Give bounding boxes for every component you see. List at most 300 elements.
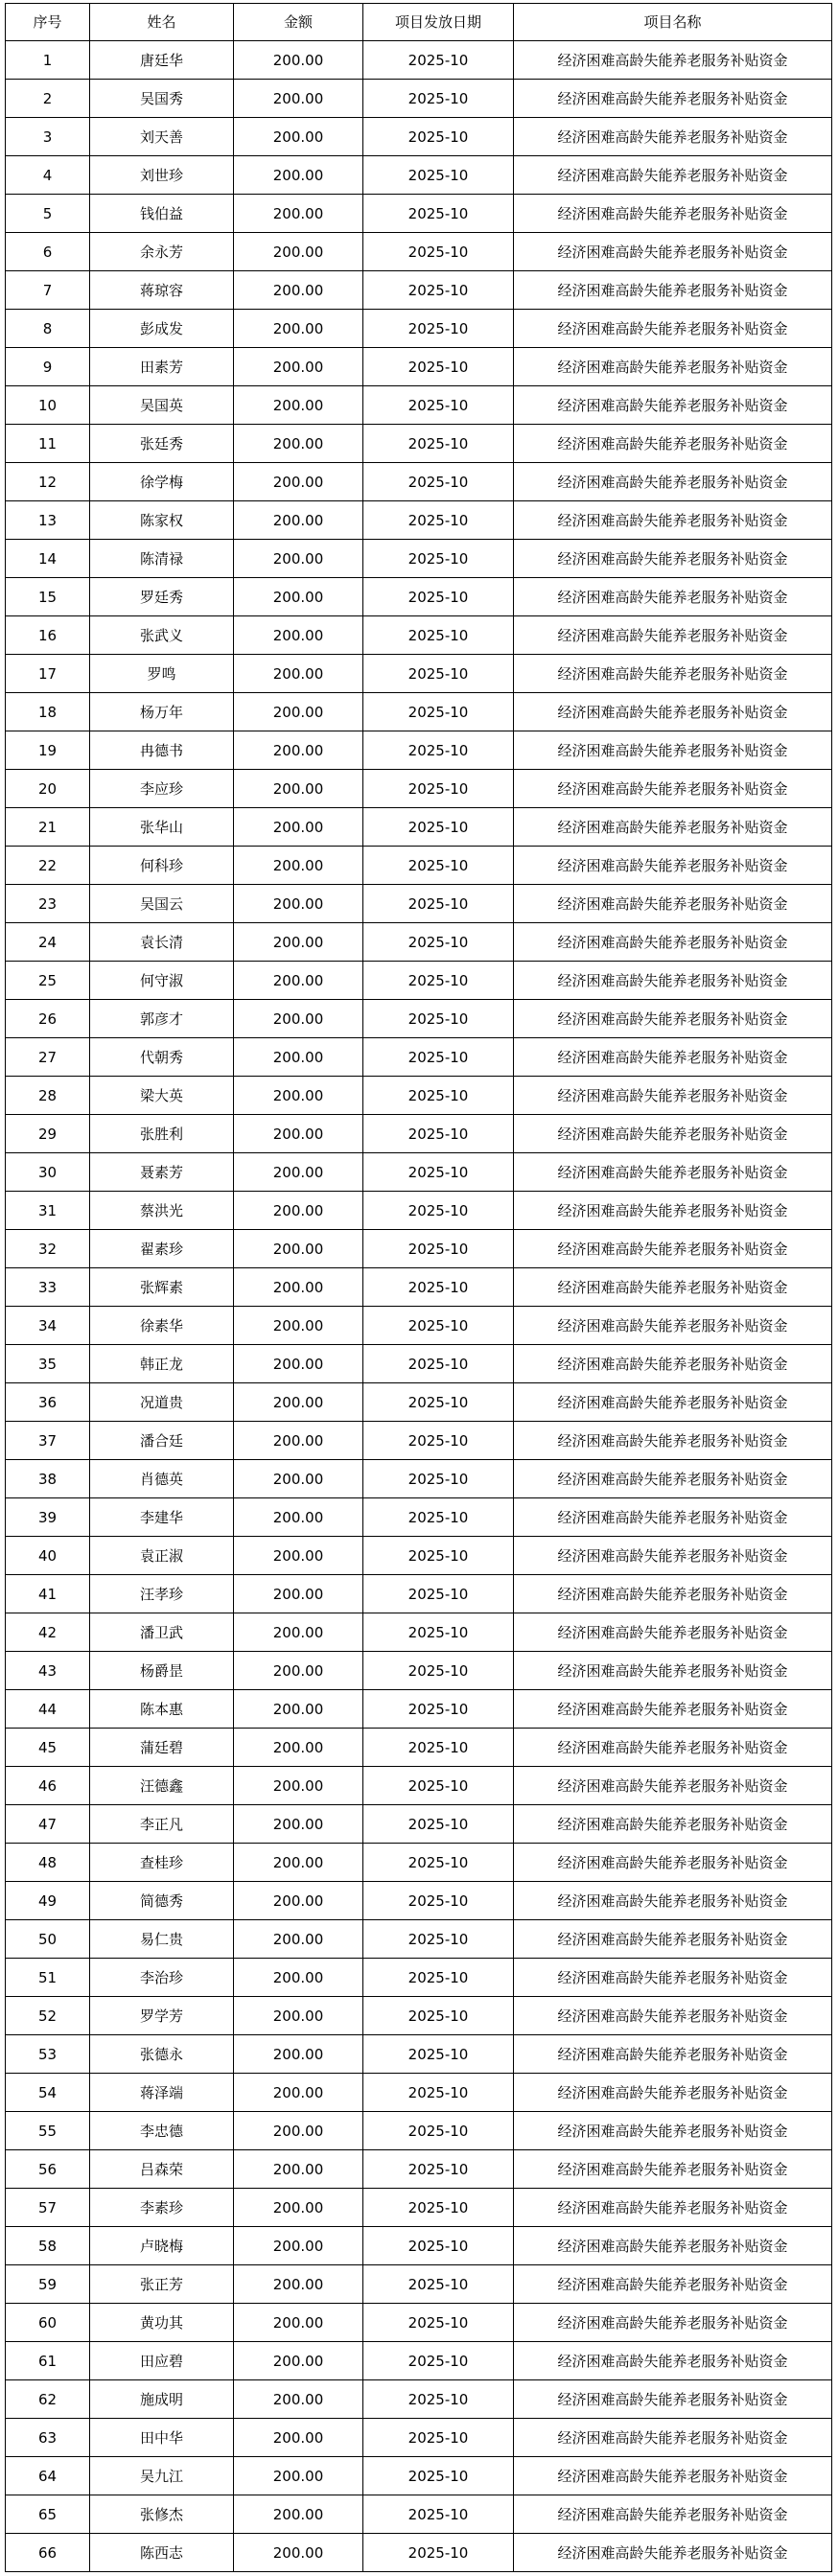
cell-name: 何守淑 xyxy=(90,962,234,1000)
cell-amount: 200.00 xyxy=(234,1997,363,2035)
cell-amount: 200.00 xyxy=(234,1345,363,1383)
cell-index: 49 xyxy=(6,1882,90,1920)
table-row xyxy=(6,578,832,616)
table-row xyxy=(6,2265,832,2304)
cell-amount: 200.00 xyxy=(234,1038,363,1077)
cell-project-name: 经济困难高龄失能养老服务补贴资金 xyxy=(514,41,832,80)
cell-project-name: 经济困难高龄失能养老服务补贴资金 xyxy=(514,1882,832,1920)
cell-amount: 200.00 xyxy=(234,770,363,808)
cell-issue-date: 2025-10 xyxy=(363,2419,514,2457)
cell-amount: 200.00 xyxy=(234,348,363,386)
cell-index: 56 xyxy=(6,2150,90,2189)
cell-issue-date: 2025-10 xyxy=(363,2150,514,2189)
cell-index: 28 xyxy=(6,1077,90,1115)
cell-amount: 200.00 xyxy=(234,578,363,616)
cell-name: 易仁贵 xyxy=(90,1920,234,1959)
cell-name: 蒋泽端 xyxy=(90,2074,234,2112)
cell-project-name: 经济困难高龄失能养老服务补贴资金 xyxy=(514,1460,832,1498)
cell-issue-date: 2025-10 xyxy=(363,41,514,80)
table-row xyxy=(6,1652,832,1690)
cell-name: 陈西志 xyxy=(90,2534,234,2572)
cell-amount: 200.00 xyxy=(234,2342,363,2380)
cell-project-name: 经济困难高龄失能养老服务补贴资金 xyxy=(514,540,832,578)
table-row xyxy=(6,1498,832,1537)
header-name: 姓名 xyxy=(90,4,234,41)
cell-index: 32 xyxy=(6,1230,90,1268)
cell-project-name: 经济困难高龄失能养老服务补贴资金 xyxy=(514,1537,832,1575)
cell-index: 42 xyxy=(6,1613,90,1652)
cell-project-name: 经济困难高龄失能养老服务补贴资金 xyxy=(514,2419,832,2457)
cell-index: 52 xyxy=(6,1997,90,2035)
cell-issue-date: 2025-10 xyxy=(363,540,514,578)
table-row xyxy=(6,2189,832,2227)
cell-project-name: 经济困难高龄失能养老服务补贴资金 xyxy=(514,2074,832,2112)
cell-index: 38 xyxy=(6,1460,90,1498)
cell-project-name: 经济困难高龄失能养老服务补贴资金 xyxy=(514,1000,832,1038)
cell-index: 34 xyxy=(6,1307,90,1345)
cell-index: 17 xyxy=(6,655,90,693)
cell-index: 45 xyxy=(6,1729,90,1767)
cell-issue-date: 2025-10 xyxy=(363,1000,514,1038)
cell-index: 58 xyxy=(6,2227,90,2265)
table-row xyxy=(6,1383,832,1422)
cell-project-name: 经济困难高龄失能养老服务补贴资金 xyxy=(514,1575,832,1613)
cell-issue-date: 2025-10 xyxy=(363,770,514,808)
cell-project-name: 经济困难高龄失能养老服务补贴资金 xyxy=(514,1345,832,1383)
cell-project-name: 经济困难高龄失能养老服务补贴资金 xyxy=(514,2112,832,2150)
cell-name: 卢晓梅 xyxy=(90,2227,234,2265)
cell-project-name: 经济困难高龄失能养老服务补贴资金 xyxy=(514,1307,832,1345)
cell-index: 44 xyxy=(6,1690,90,1729)
cell-amount: 200.00 xyxy=(234,2189,363,2227)
cell-issue-date: 2025-10 xyxy=(363,1498,514,1537)
cell-index: 13 xyxy=(6,501,90,540)
cell-index: 48 xyxy=(6,1844,90,1882)
table-row xyxy=(6,693,832,731)
cell-issue-date: 2025-10 xyxy=(363,233,514,271)
cell-index: 6 xyxy=(6,233,90,271)
cell-amount: 200.00 xyxy=(234,1575,363,1613)
cell-issue-date: 2025-10 xyxy=(363,1422,514,1460)
cell-project-name: 经济困难高龄失能养老服务补贴资金 xyxy=(514,348,832,386)
cell-issue-date: 2025-10 xyxy=(363,1805,514,1844)
cell-index: 61 xyxy=(6,2342,90,2380)
table-row xyxy=(6,2304,832,2342)
cell-project-name: 经济困难高龄失能养老服务补贴资金 xyxy=(514,693,832,731)
table-row xyxy=(6,80,832,118)
cell-amount: 200.00 xyxy=(234,463,363,501)
cell-issue-date: 2025-10 xyxy=(363,1882,514,1920)
cell-index: 35 xyxy=(6,1345,90,1383)
cell-issue-date: 2025-10 xyxy=(363,1690,514,1729)
cell-name: 吴国英 xyxy=(90,386,234,425)
cell-index: 53 xyxy=(6,2035,90,2074)
cell-name: 翟素珍 xyxy=(90,1230,234,1268)
table-row xyxy=(6,808,832,847)
cell-project-name: 经济困难高龄失能养老服务补贴资金 xyxy=(514,655,832,693)
cell-name: 张华山 xyxy=(90,808,234,847)
cell-index: 31 xyxy=(6,1192,90,1230)
cell-name: 蒲廷碧 xyxy=(90,1729,234,1767)
cell-index: 1 xyxy=(6,41,90,80)
cell-name: 张正芳 xyxy=(90,2265,234,2304)
cell-name: 陈清禄 xyxy=(90,540,234,578)
cell-index: 10 xyxy=(6,386,90,425)
cell-project-name: 经济困难高龄失能养老服务补贴资金 xyxy=(514,770,832,808)
cell-project-name: 经济困难高龄失能养老服务补贴资金 xyxy=(514,501,832,540)
cell-name: 田中华 xyxy=(90,2419,234,2457)
cell-project-name: 经济困难高龄失能养老服务补贴资金 xyxy=(514,156,832,195)
table-row xyxy=(6,348,832,386)
table-row xyxy=(6,2380,832,2419)
table-row xyxy=(6,1077,832,1115)
cell-issue-date: 2025-10 xyxy=(363,1920,514,1959)
cell-index: 15 xyxy=(6,578,90,616)
cell-name: 徐素华 xyxy=(90,1307,234,1345)
cell-amount: 200.00 xyxy=(234,1153,363,1192)
cell-name: 李应珍 xyxy=(90,770,234,808)
cell-amount: 200.00 xyxy=(234,1652,363,1690)
cell-project-name: 经济困难高龄失能养老服务补贴资金 xyxy=(514,2035,832,2074)
cell-amount: 200.00 xyxy=(234,1307,363,1345)
cell-name: 何科珍 xyxy=(90,847,234,885)
table-row xyxy=(6,1268,832,1307)
cell-name: 张胜利 xyxy=(90,1115,234,1153)
header-amount: 金额 xyxy=(234,4,363,41)
cell-name: 杨万年 xyxy=(90,693,234,731)
table-row xyxy=(6,1345,832,1383)
cell-name: 唐廷华 xyxy=(90,41,234,80)
table-row xyxy=(6,2534,832,2572)
cell-issue-date: 2025-10 xyxy=(363,923,514,962)
cell-name: 张修杰 xyxy=(90,2495,234,2534)
table-row xyxy=(6,1959,832,1997)
cell-issue-date: 2025-10 xyxy=(363,1767,514,1805)
table-row xyxy=(6,2457,832,2495)
cell-project-name: 经济困难高龄失能养老服务补贴资金 xyxy=(514,847,832,885)
cell-project-name: 经济困难高龄失能养老服务补贴资金 xyxy=(514,1192,832,1230)
cell-issue-date: 2025-10 xyxy=(363,1959,514,1997)
cell-issue-date: 2025-10 xyxy=(363,1844,514,1882)
cell-name: 李建华 xyxy=(90,1498,234,1537)
table-row xyxy=(6,770,832,808)
table-row xyxy=(6,655,832,693)
table-row xyxy=(6,1000,832,1038)
cell-project-name: 经济困难高龄失能养老服务补贴资金 xyxy=(514,1268,832,1307)
cell-project-name: 经济困难高龄失能养老服务补贴资金 xyxy=(514,923,832,962)
cell-index: 20 xyxy=(6,770,90,808)
cell-name: 韩正龙 xyxy=(90,1345,234,1383)
cell-index: 66 xyxy=(6,2534,90,2572)
cell-name: 彭成发 xyxy=(90,310,234,348)
cell-amount: 200.00 xyxy=(234,1729,363,1767)
cell-index: 60 xyxy=(6,2304,90,2342)
cell-issue-date: 2025-10 xyxy=(363,2342,514,2380)
cell-issue-date: 2025-10 xyxy=(363,195,514,233)
cell-project-name: 经济困难高龄失能养老服务补贴资金 xyxy=(514,1767,832,1805)
cell-issue-date: 2025-10 xyxy=(363,808,514,847)
cell-index: 62 xyxy=(6,2380,90,2419)
cell-project-name: 经济困难高龄失能养老服务补贴资金 xyxy=(514,1844,832,1882)
cell-issue-date: 2025-10 xyxy=(363,1652,514,1690)
cell-project-name: 经济困难高龄失能养老服务补贴资金 xyxy=(514,80,832,118)
table-row xyxy=(6,1613,832,1652)
cell-name: 田应碧 xyxy=(90,2342,234,2380)
cell-index: 14 xyxy=(6,540,90,578)
cell-name: 袁长清 xyxy=(90,923,234,962)
cell-amount: 200.00 xyxy=(234,2150,363,2189)
cell-project-name: 经济困难高龄失能养老服务补贴资金 xyxy=(514,425,832,463)
cell-amount: 200.00 xyxy=(234,2035,363,2074)
cell-issue-date: 2025-10 xyxy=(363,1268,514,1307)
cell-name: 吴九江 xyxy=(90,2457,234,2495)
cell-project-name: 经济困难高龄失能养老服务补贴资金 xyxy=(514,962,832,1000)
table-row xyxy=(6,2495,832,2534)
cell-issue-date: 2025-10 xyxy=(363,578,514,616)
table-row xyxy=(6,1115,832,1153)
cell-project-name: 经济困难高龄失能养老服务补贴资金 xyxy=(514,1498,832,1537)
cell-issue-date: 2025-10 xyxy=(363,271,514,310)
table-row xyxy=(6,1230,832,1268)
cell-project-name: 经济困难高龄失能养老服务补贴资金 xyxy=(514,2189,832,2227)
cell-name: 李素珍 xyxy=(90,2189,234,2227)
cell-project-name: 经济困难高龄失能养老服务补贴资金 xyxy=(514,1613,832,1652)
cell-index: 57 xyxy=(6,2189,90,2227)
cell-amount: 200.00 xyxy=(234,118,363,156)
cell-amount: 200.00 xyxy=(234,616,363,655)
cell-amount: 200.00 xyxy=(234,2265,363,2304)
cell-index: 54 xyxy=(6,2074,90,2112)
cell-index: 26 xyxy=(6,1000,90,1038)
table-row xyxy=(6,425,832,463)
table-row xyxy=(6,1537,832,1575)
cell-name: 张廷秀 xyxy=(90,425,234,463)
table-row xyxy=(6,1767,832,1805)
cell-amount: 200.00 xyxy=(234,2112,363,2150)
cell-amount: 200.00 xyxy=(234,693,363,731)
cell-project-name: 经济困难高龄失能养老服务补贴资金 xyxy=(514,1805,832,1844)
table-row xyxy=(6,1460,832,1498)
cell-amount: 200.00 xyxy=(234,655,363,693)
table-row xyxy=(6,463,832,501)
cell-amount: 200.00 xyxy=(234,271,363,310)
cell-project-name: 经济困难高龄失能养老服务补贴资金 xyxy=(514,118,832,156)
cell-name: 蔡洪光 xyxy=(90,1192,234,1230)
cell-amount: 200.00 xyxy=(234,2534,363,2572)
table-row xyxy=(6,2074,832,2112)
cell-name: 李治珍 xyxy=(90,1959,234,1997)
cell-amount: 200.00 xyxy=(234,847,363,885)
cell-issue-date: 2025-10 xyxy=(363,348,514,386)
cell-amount: 200.00 xyxy=(234,1077,363,1115)
cell-project-name: 经济困难高龄失能养老服务补贴资金 xyxy=(514,808,832,847)
cell-issue-date: 2025-10 xyxy=(363,425,514,463)
cell-name: 杨爵昰 xyxy=(90,1652,234,1690)
cell-amount: 200.00 xyxy=(234,2380,363,2419)
cell-amount: 200.00 xyxy=(234,2227,363,2265)
table-row xyxy=(6,2419,832,2457)
cell-project-name: 经济困难高龄失能养老服务补贴资金 xyxy=(514,2457,832,2495)
cell-index: 11 xyxy=(6,425,90,463)
cell-project-name: 经济困难高龄失能养老服务补贴资金 xyxy=(514,1652,832,1690)
cell-index: 41 xyxy=(6,1575,90,1613)
cell-name: 郭彦才 xyxy=(90,1000,234,1038)
cell-issue-date: 2025-10 xyxy=(363,1230,514,1268)
cell-amount: 200.00 xyxy=(234,1460,363,1498)
cell-amount: 200.00 xyxy=(234,195,363,233)
cell-index: 63 xyxy=(6,2419,90,2457)
cell-name: 钱伯益 xyxy=(90,195,234,233)
cell-issue-date: 2025-10 xyxy=(363,2189,514,2227)
cell-name: 徐学梅 xyxy=(90,463,234,501)
cell-amount: 200.00 xyxy=(234,386,363,425)
cell-project-name: 经济困难高龄失能养老服务补贴资金 xyxy=(514,1920,832,1959)
cell-amount: 200.00 xyxy=(234,1959,363,1997)
cell-name: 肖德英 xyxy=(90,1460,234,1498)
table-row xyxy=(6,2112,832,2150)
cell-name: 袁正淑 xyxy=(90,1537,234,1575)
cell-name: 简德秀 xyxy=(90,1882,234,1920)
cell-issue-date: 2025-10 xyxy=(363,2112,514,2150)
cell-issue-date: 2025-10 xyxy=(363,2265,514,2304)
header-issue-date: 项目发放日期 xyxy=(363,4,514,41)
cell-amount: 200.00 xyxy=(234,2457,363,2495)
table-row xyxy=(6,540,832,578)
cell-index: 7 xyxy=(6,271,90,310)
cell-index: 55 xyxy=(6,2112,90,2150)
cell-project-name: 经济困难高龄失能养老服务补贴资金 xyxy=(514,1959,832,1997)
cell-issue-date: 2025-10 xyxy=(363,118,514,156)
cell-issue-date: 2025-10 xyxy=(363,1077,514,1115)
cell-issue-date: 2025-10 xyxy=(363,655,514,693)
cell-issue-date: 2025-10 xyxy=(363,386,514,425)
table-row xyxy=(6,1153,832,1192)
cell-issue-date: 2025-10 xyxy=(363,885,514,923)
cell-amount: 200.00 xyxy=(234,1767,363,1805)
cell-project-name: 经济困难高龄失能养老服务补贴资金 xyxy=(514,2534,832,2572)
cell-amount: 200.00 xyxy=(234,2495,363,2534)
table-row xyxy=(6,1690,832,1729)
cell-project-name: 经济困难高龄失能养老服务补贴资金 xyxy=(514,271,832,310)
cell-amount: 200.00 xyxy=(234,1882,363,1920)
cell-name: 况道贵 xyxy=(90,1383,234,1422)
cell-issue-date: 2025-10 xyxy=(363,693,514,731)
cell-project-name: 经济困难高龄失能养老服务补贴资金 xyxy=(514,731,832,770)
cell-issue-date: 2025-10 xyxy=(363,1575,514,1613)
cell-index: 39 xyxy=(6,1498,90,1537)
cell-project-name: 经济困难高龄失能养老服务补贴资金 xyxy=(514,1230,832,1268)
cell-issue-date: 2025-10 xyxy=(363,1460,514,1498)
cell-project-name: 经济困难高龄失能养老服务补贴资金 xyxy=(514,1038,832,1077)
table-row xyxy=(6,1038,832,1077)
table-row xyxy=(6,386,832,425)
cell-amount: 200.00 xyxy=(234,808,363,847)
cell-amount: 200.00 xyxy=(234,2074,363,2112)
cell-project-name: 经济困难高龄失能养老服务补贴资金 xyxy=(514,463,832,501)
cell-project-name: 经济困难高龄失能养老服务补贴资金 xyxy=(514,1077,832,1115)
cell-amount: 200.00 xyxy=(234,80,363,118)
cell-index: 2 xyxy=(6,80,90,118)
cell-project-name: 经济困难高龄失能养老服务补贴资金 xyxy=(514,1153,832,1192)
cell-name: 潘合廷 xyxy=(90,1422,234,1460)
cell-project-name: 经济困难高龄失能养老服务补贴资金 xyxy=(514,2150,832,2189)
cell-project-name: 经济困难高龄失能养老服务补贴资金 xyxy=(514,2304,832,2342)
cell-name: 代朝秀 xyxy=(90,1038,234,1077)
table-row xyxy=(6,1575,832,1613)
table-row xyxy=(6,1844,832,1882)
cell-index: 33 xyxy=(6,1268,90,1307)
cell-issue-date: 2025-10 xyxy=(363,2035,514,2074)
table-row xyxy=(6,1920,832,1959)
table-row xyxy=(6,2342,832,2380)
cell-amount: 200.00 xyxy=(234,1230,363,1268)
cell-amount: 200.00 xyxy=(234,501,363,540)
table-row xyxy=(6,962,832,1000)
cell-index: 4 xyxy=(6,156,90,195)
cell-index: 59 xyxy=(6,2265,90,2304)
cell-index: 47 xyxy=(6,1805,90,1844)
cell-issue-date: 2025-10 xyxy=(363,1383,514,1422)
cell-index: 50 xyxy=(6,1920,90,1959)
cell-amount: 200.00 xyxy=(234,2304,363,2342)
cell-project-name: 经济困难高龄失能养老服务补贴资金 xyxy=(514,2265,832,2304)
cell-amount: 200.00 xyxy=(234,156,363,195)
cell-amount: 200.00 xyxy=(234,962,363,1000)
cell-name: 冉德书 xyxy=(90,731,234,770)
cell-index: 5 xyxy=(6,195,90,233)
table-row xyxy=(6,1997,832,2035)
cell-index: 46 xyxy=(6,1767,90,1805)
cell-name: 陈本惠 xyxy=(90,1690,234,1729)
table-row xyxy=(6,1729,832,1767)
table-row xyxy=(6,156,832,195)
cell-issue-date: 2025-10 xyxy=(363,2457,514,2495)
cell-issue-date: 2025-10 xyxy=(363,2304,514,2342)
cell-project-name: 经济困难高龄失能养老服务补贴资金 xyxy=(514,2227,832,2265)
cell-amount: 200.00 xyxy=(234,885,363,923)
cell-name: 罗廷秀 xyxy=(90,578,234,616)
cell-project-name: 经济困难高龄失能养老服务补贴资金 xyxy=(514,1383,832,1422)
table-row xyxy=(6,1422,832,1460)
cell-issue-date: 2025-10 xyxy=(363,80,514,118)
cell-amount: 200.00 xyxy=(234,425,363,463)
cell-amount: 200.00 xyxy=(234,923,363,962)
cell-name: 梁大英 xyxy=(90,1077,234,1115)
cell-index: 64 xyxy=(6,2457,90,2495)
cell-project-name: 经济困难高龄失能养老服务补贴资金 xyxy=(514,2380,832,2419)
cell-index: 21 xyxy=(6,808,90,847)
cell-issue-date: 2025-10 xyxy=(363,616,514,655)
cell-project-name: 经济困难高龄失能养老服务补贴资金 xyxy=(514,386,832,425)
subsidy-table xyxy=(5,3,832,2572)
cell-project-name: 经济困难高龄失能养老服务补贴资金 xyxy=(514,1690,832,1729)
cell-project-name: 经济困难高龄失能养老服务补贴资金 xyxy=(514,1115,832,1153)
table-row xyxy=(6,885,832,923)
cell-issue-date: 2025-10 xyxy=(363,2074,514,2112)
cell-amount: 200.00 xyxy=(234,233,363,271)
table-row xyxy=(6,41,832,80)
cell-index: 25 xyxy=(6,962,90,1000)
cell-amount: 200.00 xyxy=(234,2419,363,2457)
cell-issue-date: 2025-10 xyxy=(363,1115,514,1153)
cell-project-name: 经济困难高龄失能养老服务补贴资金 xyxy=(514,2495,832,2534)
table-row xyxy=(6,731,832,770)
cell-index: 19 xyxy=(6,731,90,770)
cell-index: 29 xyxy=(6,1115,90,1153)
cell-name: 罗鸣 xyxy=(90,655,234,693)
cell-issue-date: 2025-10 xyxy=(363,2495,514,2534)
cell-amount: 200.00 xyxy=(234,1613,363,1652)
